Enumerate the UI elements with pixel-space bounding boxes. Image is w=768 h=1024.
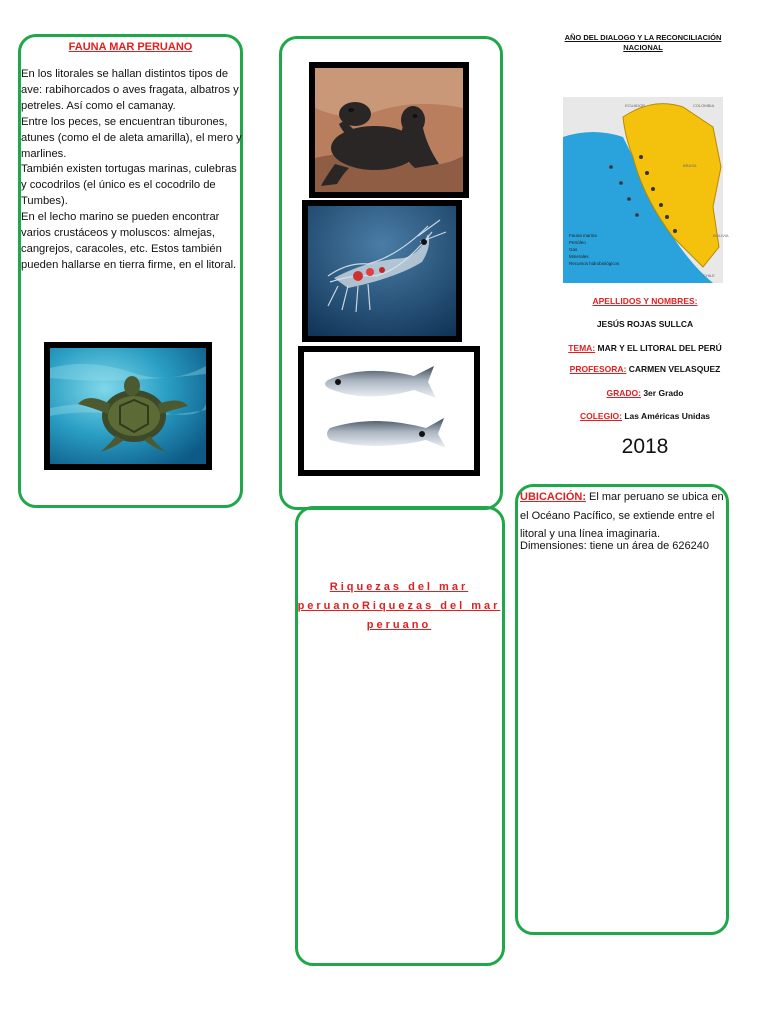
fauna-paragraph-reptiles: También existen tortugas marinas, culebras y cocodrilos (el único es el cocodrilo de Tumbes). xyxy=(21,163,237,208)
colegio-line xyxy=(540,411,750,421)
riquezas-panel xyxy=(295,506,505,966)
map-label-brasil: BRASIL xyxy=(683,163,698,168)
map-legend-fauna: Fauna marina xyxy=(569,233,597,238)
colegio-label: COLEGIO: xyxy=(579,411,622,421)
year: 2018 xyxy=(621,435,669,458)
fauna-title: FAUNA MAR PERUANO xyxy=(68,41,193,53)
profesora-line xyxy=(540,364,750,374)
ubicacion-body: El mar peruano se ubica en el Océano Pacífico, se extiende entre el litoral y una línea imaginaria. xyxy=(520,491,724,540)
map-legend-petroleo: Petróleo xyxy=(569,240,586,245)
sardines-image xyxy=(298,346,480,476)
profesora-label: PROFESORA: xyxy=(569,364,627,374)
map-legend-recursos: Recursos hidrobiológicos xyxy=(569,261,620,266)
tema-label: TEMA: xyxy=(568,343,596,353)
fauna-paragraph-fish: Entre los peces, se encuentran tiburones, atunes (como el de aleta amarilla), el mero y marlines. xyxy=(21,115,242,160)
peru-map xyxy=(563,97,729,283)
fauna-paragraph-birds: En los litorales se hallan distintos tipos de ave: rabihorcados o aves fragata, albatros y petreles. Así como el camanay. xyxy=(21,68,239,112)
shrimp-image xyxy=(302,200,462,342)
grado-value: 3er Grado xyxy=(640,388,684,398)
tema-value: MAR Y EL LITORAL DEL PERÚ xyxy=(595,343,722,353)
ubicacion-text xyxy=(520,488,725,544)
map-legend-gas: Gas xyxy=(569,247,578,252)
peru-map-icon xyxy=(563,97,729,283)
map-label-ecuador: ECUADOR xyxy=(625,103,646,108)
ubicacion-label: UBICACIÓN: xyxy=(520,491,586,503)
apellidos-line xyxy=(540,296,750,306)
grado-line xyxy=(540,388,750,398)
map-label-chile: CHILE xyxy=(703,273,715,278)
map-label-colombia: COLOMBIA xyxy=(693,103,715,108)
map-label-bolivia: BOLIVIA xyxy=(713,233,729,238)
map-legend-minerales: Minerales xyxy=(569,254,589,259)
student-name: JESÚS ROJAS SULLCA xyxy=(596,319,694,329)
sea-lions-image xyxy=(309,62,469,198)
riquezas-title: Riquezas del mar peruanoRiquezas del mar peruano xyxy=(297,581,501,631)
apellidos-label: APELLIDOS Y NOMBRES: xyxy=(592,296,698,306)
year-motto-header: AÑO DEL DIALOGO Y LA RECONCILIACIÓN NACIONAL xyxy=(564,33,722,52)
shrimp-icon xyxy=(308,206,456,336)
colegio-value: Las Américas Unidas xyxy=(622,411,711,421)
profesora-value: CARMEN VELASQUEZ xyxy=(626,364,721,374)
tema-line xyxy=(540,343,750,353)
sardines-icon xyxy=(304,352,474,470)
dimensiones-text: Dimensiones: tiene un área de 626240 xyxy=(520,540,709,552)
fauna-paragraph-crustaceans: En el lecho marino se pueden encontrar varios crustáceos y moluscos: almejas, cangrejos, caracoles, etc. Estos también pueden hallarse en tierra firme, en el litoral. xyxy=(21,211,237,271)
sea-turtle-icon xyxy=(50,348,206,464)
fauna-text xyxy=(21,67,243,274)
sea-lions-icon xyxy=(315,68,463,192)
grado-label: GRADO: xyxy=(606,388,641,398)
sea-turtle-image xyxy=(44,342,212,470)
